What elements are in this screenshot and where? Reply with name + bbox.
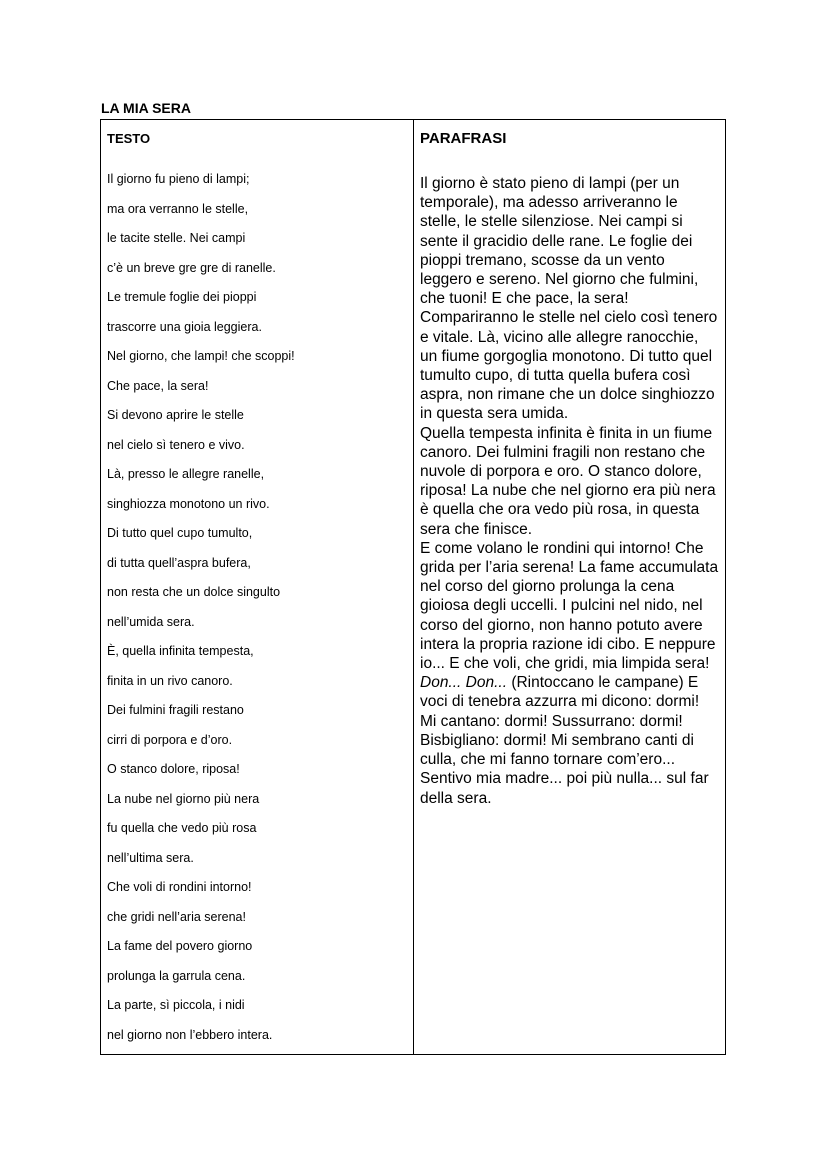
verse-line: nel cielo sì tenero e vivo. — [107, 437, 245, 452]
parafrasi-column — [414, 120, 725, 1054]
verse-line: le tacite stelle. Nei campi — [107, 231, 246, 245]
verse-line: La fame del povero giorno — [107, 939, 253, 953]
verse-line: La nube nel giorno più nera — [107, 791, 260, 806]
parafrasi-header: PARAFRASI — [420, 130, 507, 147]
verse-line: La parte, sì piccola, i nidi — [107, 998, 245, 1012]
parafrasi-paragraph-2: Quella tempesta infinita è finita in un fiume canoro. Dei fulmini fragili non restano che nuvole di porpora e oro. O stanco dolore, riposa! La nube che nel giorno era più nera è quella che ora vedo più rosa, in questa sera che finisce. — [420, 424, 716, 538]
verse-line: non resta che un dolce singulto — [107, 585, 281, 599]
testo-column — [101, 120, 414, 1054]
verse-line: Dei fulmini fragili restano — [107, 703, 244, 717]
verse-line: prolunga la garrula cena. — [107, 968, 246, 983]
verse-line: trascorre una gioia leggiera. — [107, 319, 262, 334]
verse-line: finita in un rivo canoro. — [107, 673, 233, 688]
verse-line: Là, presso le allegre ranelle, — [107, 467, 265, 481]
parafrasi-paragraph-4: (Rintoccano le campane) E voci di tenebra azzurra mi dicono: dormi! Mi cantano: dormi! Sussurrano: dormi! Bisbigliano: dormi! Mi sembrano canti di culla, che mi fanno tornare com’ero... Sentivo mia madre... poi più nulla... sul far della sera. — [420, 674, 709, 807]
verse-line: ma ora verranno le stelle, — [107, 201, 249, 216]
verse-line: c’è un breve gre gre di ranelle. — [107, 260, 276, 275]
verse-line: Le tremule foglie dei pioppi — [107, 290, 257, 304]
verse-list — [107, 172, 407, 1057]
testo-header: TESTO — [107, 131, 151, 146]
bell-sound-text: Don... Don... — [420, 674, 508, 692]
verse-line: fu quella che vedo più rosa — [107, 821, 257, 835]
poem-table — [100, 119, 726, 1055]
verse-line: singhiozza monotono un rivo. — [107, 496, 270, 511]
verse-line: nell’umida sera. — [107, 614, 195, 629]
verse-line: Si devono aprire le stelle — [107, 408, 244, 422]
verse-line: Nel giorno, che lampi! che scoppi! — [107, 349, 295, 363]
verse-line: cirri di porpora e d’oro. — [107, 732, 233, 747]
verse-line: Che voli di rondini intorno! — [107, 880, 252, 894]
verse-line: Che pace, la sera! — [107, 378, 209, 393]
verse-line: che gridi nell’aria serena! — [107, 909, 246, 924]
verse-line: È, quella infinita tempesta, — [107, 644, 254, 658]
parafrasi-text — [420, 174, 719, 808]
verse-line: nell’ultima sera. — [107, 850, 194, 865]
verse-line: Di tutto quel cupo tumulto, — [107, 526, 253, 540]
verse-line: Il giorno fu pieno di lampi; — [107, 172, 250, 186]
parafrasi-paragraph-3: E come volano le rondini qui intorno! Che grida per l’aria serena! La fame accumulata nel corso del giorno prolunga la cena gioiosa degli uccelli. I pulcini nel nido, nel corso del giorno, non hanno potuto avere intera la propria razione idi cibo. E neppure io... E che voli, che gridi, mia limpida sera! — [420, 539, 719, 673]
verse-line: O stanco dolore, riposa! — [107, 762, 240, 776]
verse-line: nel giorno non l’ebbero intera. — [107, 1027, 273, 1042]
parafrasi-paragraph-1: Il giorno è stato pieno di lampi (per un temporale), ma adesso arriveranno le stelle, le stelle silenziose. Nei campi si sente il gracidio delle rane. Le foglie dei pioppi tremano, scosse da un vento leggero e sereno. Nel giorno che fulmini, che tuoni! E che pace, la sera! Compariranno le stelle nel cielo così tenero e vitale. Là, vicino alle allegre ranocchie, un fiume gorgoglia monotono. Di tutto quel tumulto cupo, di tutta quella bufera così aspra, non rimane che un dolce singhiozzo in questa sera umida. — [420, 175, 718, 423]
verse-line: di tutta quell’aspra bufera, — [107, 555, 251, 570]
document-title: LA MIA SERA — [101, 100, 191, 116]
